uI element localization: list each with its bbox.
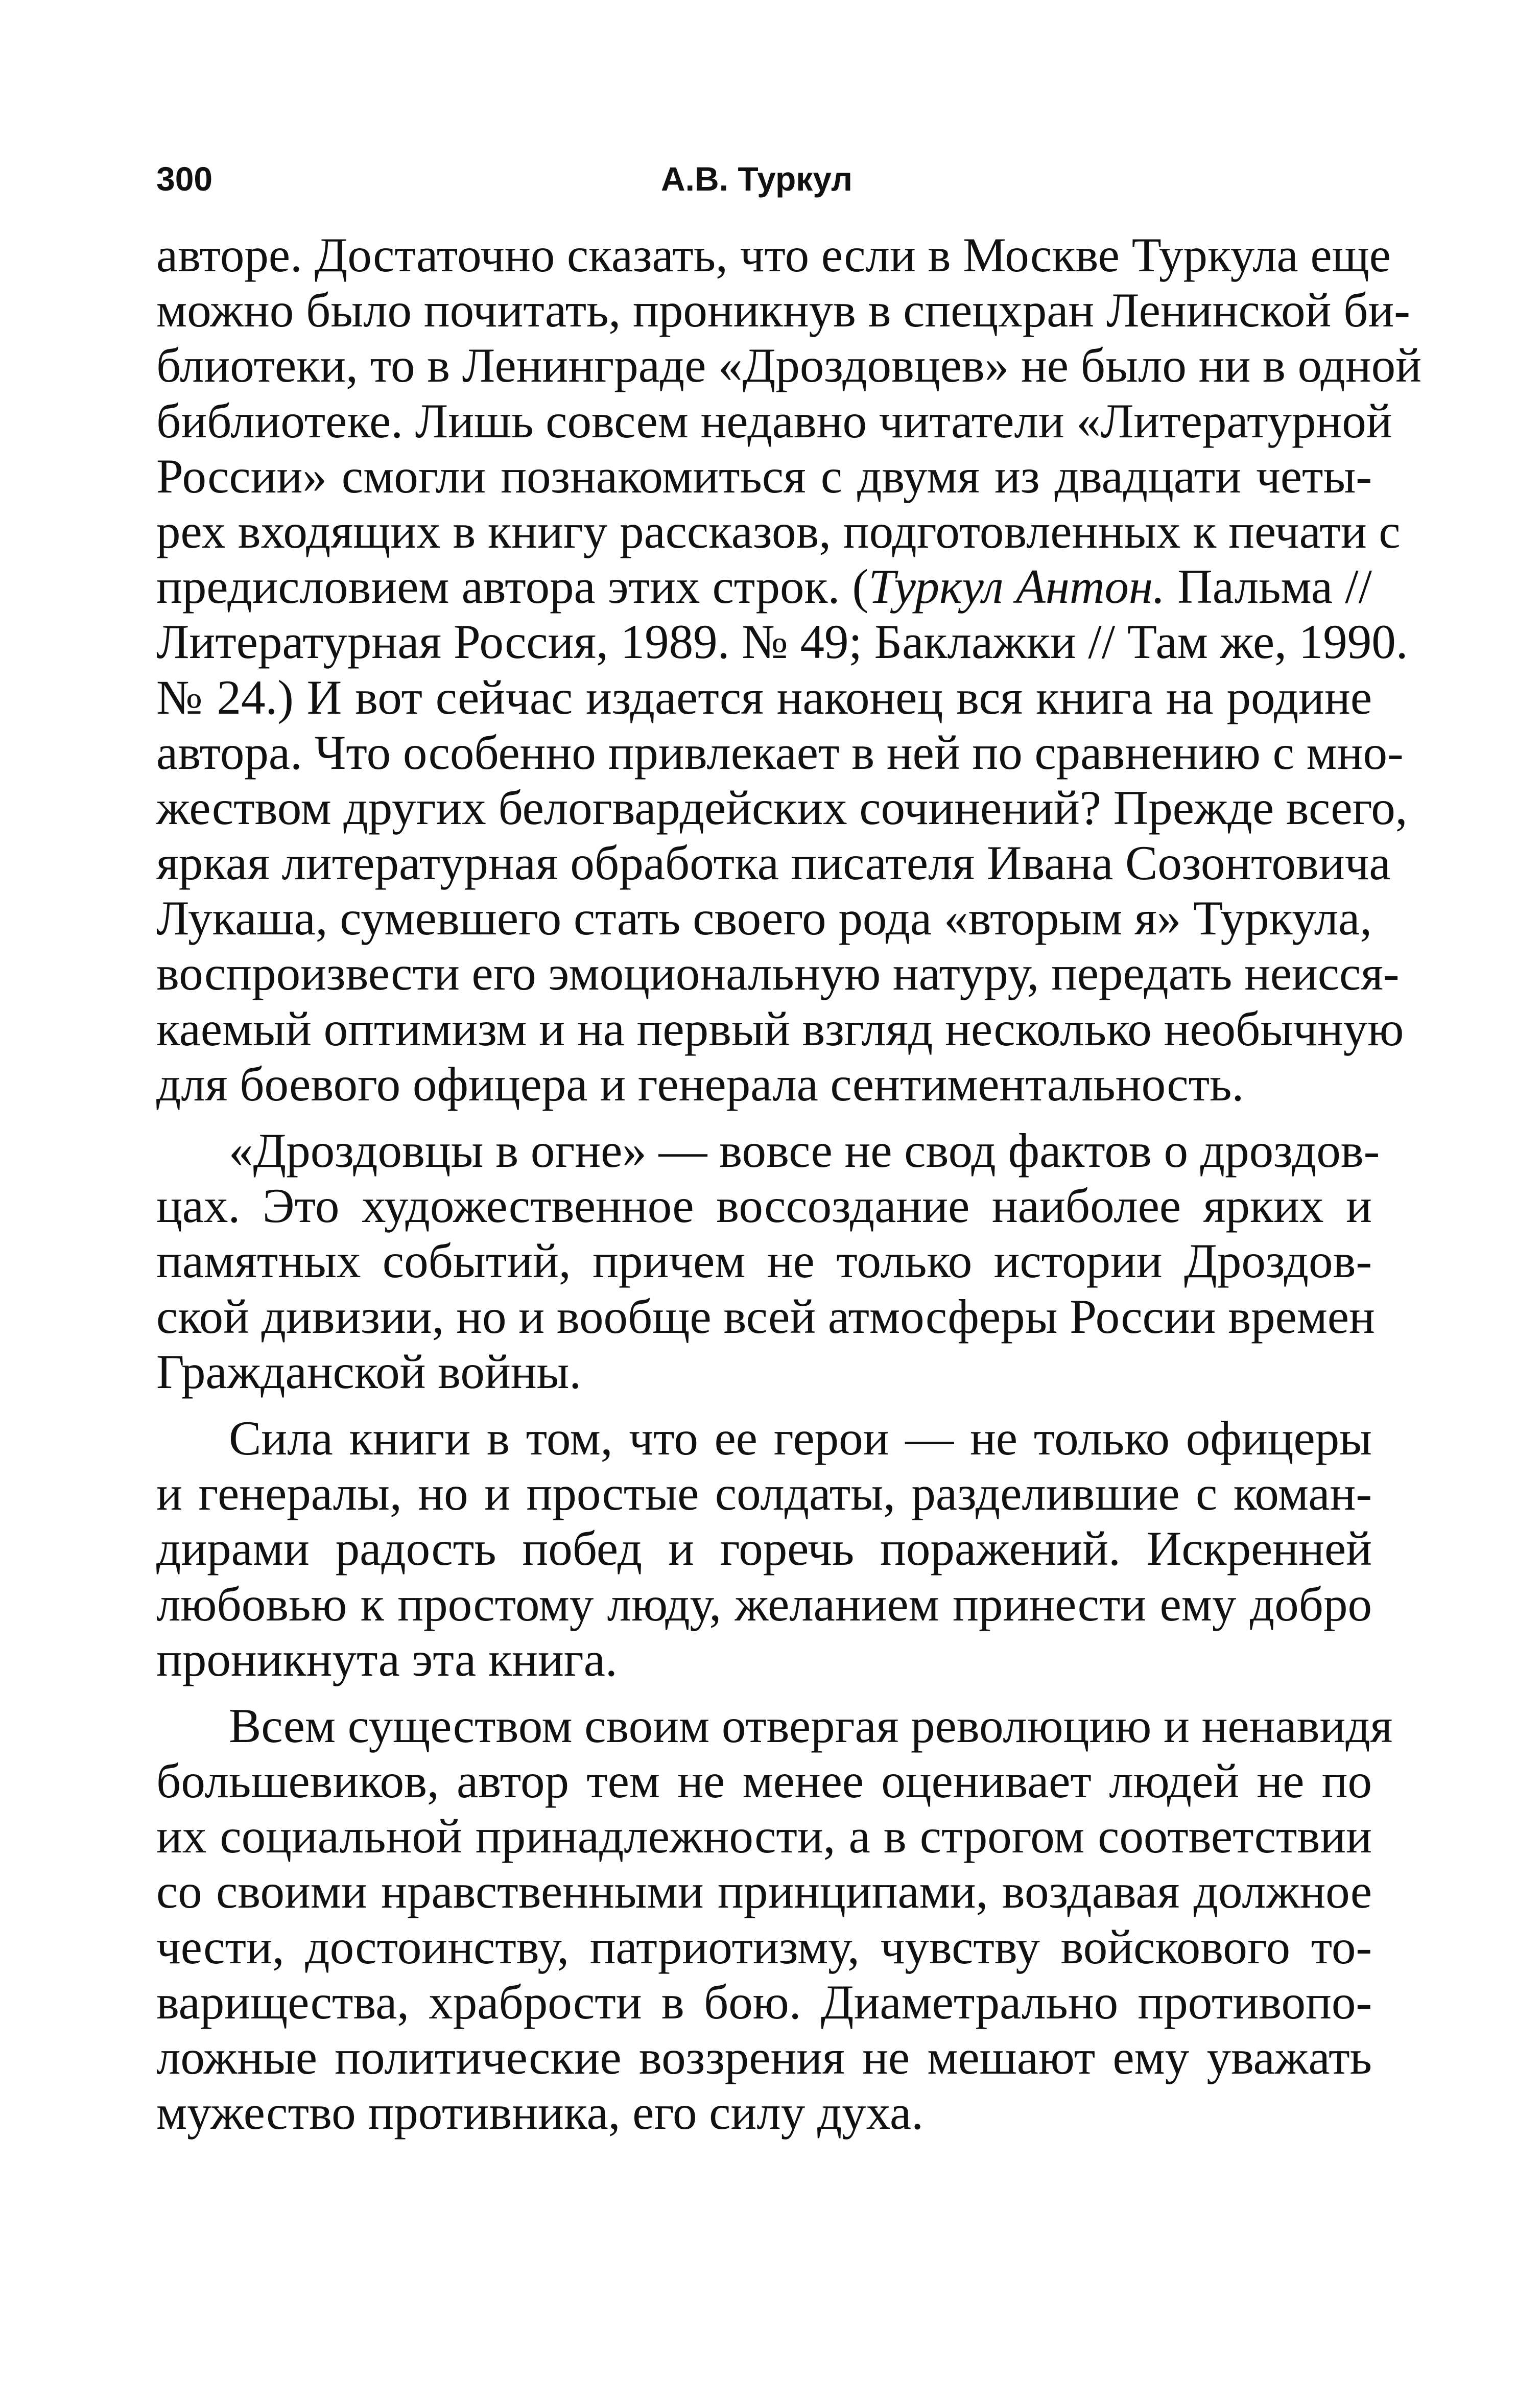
paragraph-1	[156, 227, 1421, 1112]
text-line: авторе. Достаточно сказать, что если в Москве Туркула еще	[156, 228, 1391, 282]
page-number: 300	[156, 160, 213, 198]
text-line: и генералы, но и простые солдаты, разделившие с коман-	[156, 1466, 1372, 1521]
text-line: памятных событий, причем не только истории Дроздов-	[156, 1234, 1372, 1288]
text-line: Сила книги в том, что ее герои — не только офицеры	[229, 1411, 1372, 1465]
text-line: России» смогли познакомиться с двумя из двадцати четы-	[156, 449, 1372, 503]
citation-author: Туркул Антон.	[868, 559, 1165, 614]
text-line	[156, 559, 1372, 614]
text-line: автора. Что особенно привлекает в ней по сравнению с мно-	[156, 725, 1404, 780]
text-line: цах. Это художественное воссоздание наиболее ярких и	[156, 1179, 1372, 1233]
paragraph-4	[156, 1698, 1393, 2141]
paragraph-gap	[156, 1112, 1372, 1123]
text-line: жеством других белогвардейских сочинений? Прежде всего,	[156, 780, 1408, 835]
text-line: Лукаша, сумевшего стать своего рода «вторым я» Туркула,	[156, 891, 1372, 946]
text-line: мужество противника, его силу духа.	[156, 2085, 923, 2140]
text-line: ской дивизии, но и вообще всей атмосферы России времен	[156, 1289, 1375, 1344]
text-segment: Пальма //	[1165, 559, 1372, 614]
text-line: Гражданской войны.	[156, 1344, 582, 1399]
body-text	[156, 227, 1421, 2140]
text-line: рех входящих в книгу рассказов, подготовленных к печати с	[156, 504, 1401, 558]
text-line: Литературная Россия, 1989. № 49; Баклажки // Там же, 1990.	[156, 615, 1408, 669]
text-line: варищества, храбрости в бою. Диаметрально противопо-	[156, 1975, 1372, 2029]
text-line: чести, достоинству, патриотизму, чувству войскового то-	[156, 1919, 1372, 1974]
text-line: ложные политические воззрения не мешают ему уважать	[156, 2030, 1372, 2084]
text-line: их социальной принадлежности, а в строгом соответствии	[156, 1809, 1372, 1864]
running-title: А.В. Туркул	[661, 160, 853, 198]
paragraph-gap	[156, 1687, 1372, 1698]
text-line: библиотеке. Лишь совсем недавно читатели «Литературной	[156, 393, 1392, 448]
text-line: воспроизвести его эмоциональную натуру, передать неисся-	[156, 946, 1400, 1001]
text-line: каемый оптимизм и на первый взгляд несколько необычную	[156, 1001, 1404, 1056]
text-line: проникнута эта книга.	[156, 1632, 618, 1686]
running-header	[156, 151, 1372, 207]
paragraph-2	[156, 1123, 1380, 1399]
text-line: большевиков, автор тем не менее оценивает людей не по	[156, 1754, 1372, 1808]
text-line: блиотеки, то в Ленинграде «Дроздовцев» не было ни в одной	[156, 338, 1421, 393]
text-line: «Дроздовцы в огне» — вовсе не свод фактов о дроздов-	[229, 1123, 1380, 1178]
text-line: дирами радость побед и горечь поражений. Искренней	[156, 1521, 1372, 1576]
text-line: для боевого офицера и генерала сентиментальность.	[156, 1056, 1244, 1111]
text-line: яркая литературная обработка писателя Ивана Созонтовича	[156, 836, 1391, 890]
text-segment: предисловием автора этих строк. (	[156, 559, 869, 614]
paragraph-gap	[156, 1399, 1372, 1411]
text-line: можно было почитать, проникнув в спецхран Ленинской би-	[156, 283, 1410, 338]
text-line: Всем существом своим отвергая революцию и ненавидя	[229, 1698, 1393, 1753]
text-line: любовью к простому люду, желанием принести ему добро	[156, 1577, 1372, 1631]
text-line: № 24.) И вот сейчас издается наконец вся книга на родине	[156, 670, 1372, 724]
paragraph-3	[156, 1411, 1372, 1687]
text-line: со своими нравственными принципами, воздавая должное	[156, 1864, 1372, 1919]
